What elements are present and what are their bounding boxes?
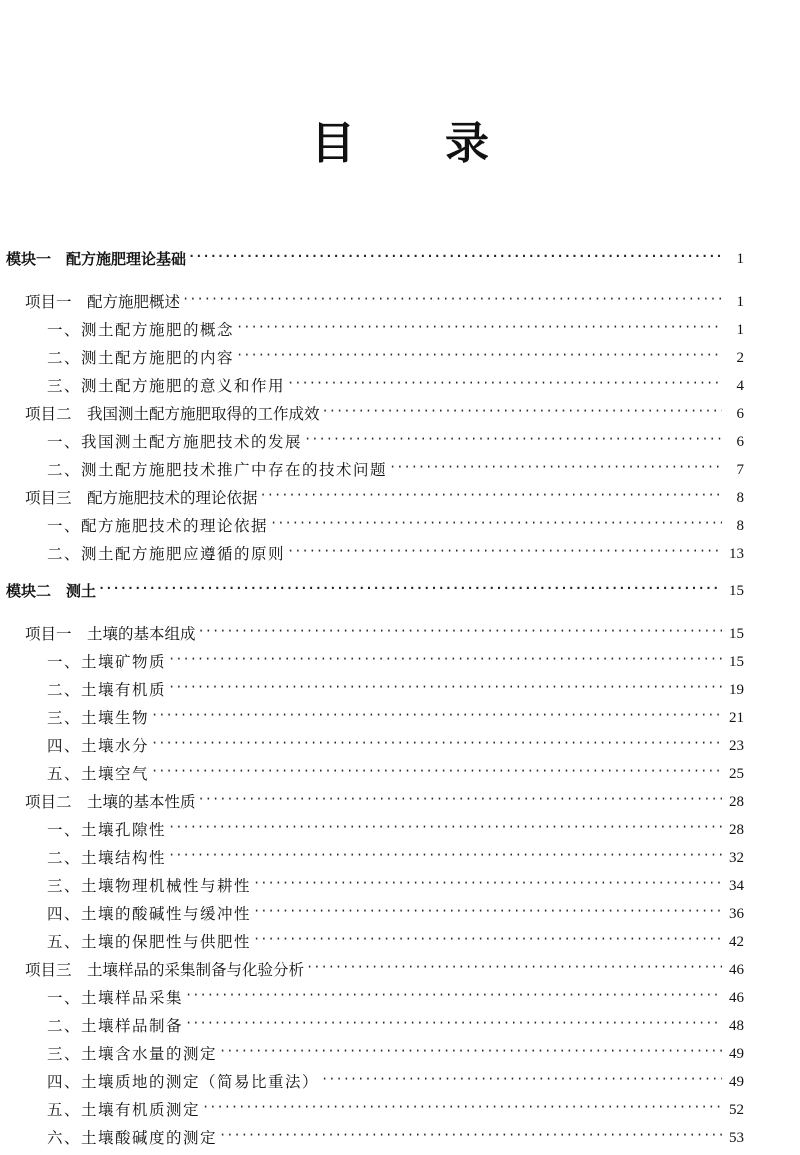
toc-page-number: 48	[729, 1018, 744, 1034]
toc-entry-label: 二、测土配方施肥的内容	[47, 349, 235, 367]
toc-section-entry[interactable]	[0, 758, 800, 784]
toc-entry-label: 三、测土配方施肥的意义和作用	[47, 377, 286, 395]
toc-page-number: 13	[729, 546, 744, 562]
toc-section-entry[interactable]	[0, 1066, 800, 1092]
toc-entry-label: 四、土壤水分	[47, 737, 150, 755]
toc-section-entry[interactable]	[0, 342, 800, 368]
toc-page-number: 25	[729, 766, 744, 782]
toc-entry-label: 项目一 土壤的基本组成	[25, 625, 196, 643]
toc-entry-label: 三、土壤生物	[47, 709, 150, 727]
toc-entry-label: 五、土壤空气	[47, 765, 150, 783]
toc-section-entry[interactable]	[0, 674, 800, 700]
toc-leader-dots	[168, 649, 722, 669]
toc-project-entry[interactable]	[0, 786, 800, 812]
toc-page-number: 1	[736, 294, 744, 310]
toc-page-number: 34	[729, 878, 744, 894]
toc-entry-label: 二、土壤有机质	[47, 681, 167, 699]
toc-leader-dots	[219, 1125, 722, 1145]
toc-page-number: 6	[736, 406, 744, 422]
toc-page-number: 6	[736, 434, 744, 450]
toc-page-number: 28	[729, 822, 744, 838]
toc-page-number: 36	[729, 906, 744, 922]
toc-section-entry[interactable]	[0, 1122, 800, 1148]
toc-leader-dots	[202, 1097, 722, 1117]
toc-entry-label: 一、我国测土配方施肥技术的发展	[47, 433, 303, 451]
toc-page-number: 49	[729, 1046, 744, 1062]
toc-section-entry[interactable]	[0, 926, 800, 952]
toc-page-number: 46	[729, 990, 744, 1006]
toc-page-number: 46	[729, 962, 744, 978]
toc-leader-dots	[304, 429, 722, 449]
page-title-char-2: 录	[445, 118, 489, 169]
toc-section-entry[interactable]	[0, 1010, 800, 1036]
toc-page-number: 49	[729, 1074, 744, 1090]
toc-page-number: 32	[729, 850, 744, 866]
toc-page-number: 21	[729, 710, 744, 726]
toc-leader-dots	[236, 317, 722, 337]
toc-page-number: 8	[736, 518, 744, 534]
toc-leader-dots	[260, 485, 722, 505]
toc-project-entry[interactable]	[0, 398, 800, 424]
toc-entry-label: 模块一 配方施肥理论基础	[6, 250, 187, 268]
toc-leader-dots	[185, 1013, 722, 1033]
toc-leader-dots	[185, 985, 722, 1005]
toc-section-entry[interactable]	[0, 842, 800, 868]
toc-entry-label: 一、土壤样品采集	[47, 989, 184, 1007]
toc-entry-label: 四、土壤的酸碱性与缓冲性	[47, 905, 252, 923]
toc-leader-dots	[219, 1041, 722, 1061]
toc-project-entry[interactable]	[0, 954, 800, 980]
toc-section-entry[interactable]	[0, 898, 800, 924]
toc-leader-dots	[253, 873, 722, 893]
toc-leader-dots	[168, 845, 722, 865]
toc-leader-dots	[253, 929, 722, 949]
toc-leader-dots	[168, 677, 722, 697]
toc-leader-dots	[151, 733, 722, 753]
toc-section-entry[interactable]	[0, 314, 800, 340]
page-title	[0, 118, 800, 170]
toc-leader-dots	[306, 957, 722, 977]
toc-entry-label: 项目三 配方施肥技术的理论依据	[25, 489, 258, 507]
toc-leader-dots	[287, 541, 722, 561]
toc-entry-label: 二、土壤结构性	[47, 849, 167, 867]
toc-page-number: 53	[729, 1130, 744, 1146]
toc-entry-label: 一、测土配方施肥的概念	[47, 321, 235, 339]
toc-section-entry[interactable]	[0, 454, 800, 480]
toc-entry-label: 五、土壤的保肥性与供肥性	[47, 933, 252, 951]
toc-section-entry[interactable]	[0, 982, 800, 1008]
toc-leader-dots	[270, 513, 722, 533]
toc-leader-dots	[182, 289, 722, 309]
toc-leader-dots	[98, 578, 722, 598]
toc-page-number: 7	[736, 462, 744, 478]
toc-entry-label: 模块二 测土	[6, 582, 97, 600]
toc-entry-label: 五、土壤有机质测定	[47, 1101, 201, 1119]
toc-section-entry[interactable]	[0, 370, 800, 396]
toc-entry-label: 项目二 土壤的基本性质	[25, 793, 196, 811]
toc-page-number: 2	[736, 350, 744, 366]
toc-leader-dots	[198, 789, 722, 809]
toc-section-entry[interactable]	[0, 870, 800, 896]
toc-entry-label: 二、土壤样品制备	[47, 1017, 184, 1035]
toc-entry-label: 一、土壤孔隙性	[47, 821, 167, 839]
toc-leader-dots	[188, 246, 722, 266]
toc-page-number: 19	[729, 682, 744, 698]
toc-project-entry[interactable]	[0, 618, 800, 644]
toc-entry-label: 一、配方施肥技术的理论依据	[47, 517, 269, 535]
toc-leader-dots	[151, 761, 722, 781]
toc-leader-dots	[236, 345, 722, 365]
toc-leader-dots	[253, 901, 722, 921]
toc-section-entry[interactable]	[0, 730, 800, 756]
toc-entry-label: 四、土壤质地的测定（简易比重法）	[47, 1073, 320, 1091]
toc-section-entry[interactable]	[0, 646, 800, 672]
toc-leader-dots	[287, 373, 722, 393]
toc-page-number: 4	[736, 378, 744, 394]
toc-section-entry[interactable]	[0, 538, 800, 564]
toc-entry-label: 二、测土配方施肥技术推广中存在的技术问题	[47, 461, 388, 479]
page-title-char-1: 目	[311, 118, 355, 169]
toc-page-number: 15	[729, 583, 744, 599]
toc-section-entry[interactable]	[0, 702, 800, 728]
toc-entry-label: 六、土壤酸碱度的测定	[47, 1129, 218, 1147]
toc-section-entry[interactable]	[0, 426, 800, 452]
toc-leader-dots	[321, 1069, 722, 1089]
toc-page-number: 8	[736, 490, 744, 506]
toc-page-number: 15	[729, 654, 744, 670]
toc-page-number: 15	[729, 626, 744, 642]
toc-page-number: 52	[729, 1102, 744, 1118]
toc-project-entry[interactable]	[0, 286, 800, 312]
toc-page-number: 1	[736, 322, 744, 338]
toc-entry-label: 二、测土配方施肥应遵循的原则	[47, 545, 286, 563]
toc-leader-dots	[389, 457, 722, 477]
toc-entry-label: 项目二 我国测土配方施肥取得的工作成效	[25, 405, 320, 423]
toc-module-entry[interactable]	[0, 575, 800, 601]
toc-section-entry[interactable]	[0, 814, 800, 840]
toc-leader-dots	[322, 401, 722, 421]
toc-page-number: 23	[729, 738, 744, 754]
toc-section-entry[interactable]	[0, 1094, 800, 1120]
toc-section-entry[interactable]	[0, 510, 800, 536]
toc-page-number: 42	[729, 934, 744, 950]
toc-section-entry[interactable]	[0, 1038, 800, 1064]
toc-module-entry[interactable]	[0, 243, 800, 269]
toc-entry-label: 项目三 土壤样品的采集制备与化验分析	[25, 961, 305, 979]
toc-page-number: 28	[729, 794, 744, 810]
toc-page-number: 1	[736, 251, 744, 267]
toc-entry-label: 三、土壤含水量的测定	[47, 1045, 218, 1063]
toc-entry-label: 一、土壤矿物质	[47, 653, 167, 671]
toc-leader-dots	[151, 705, 722, 725]
toc-project-entry[interactable]	[0, 482, 800, 508]
toc-entry-label: 项目一 配方施肥概述	[25, 293, 181, 311]
toc-leader-dots	[198, 621, 722, 641]
toc-entry-label: 三、土壤物理机械性与耕性	[47, 877, 252, 895]
toc-leader-dots	[168, 817, 722, 837]
